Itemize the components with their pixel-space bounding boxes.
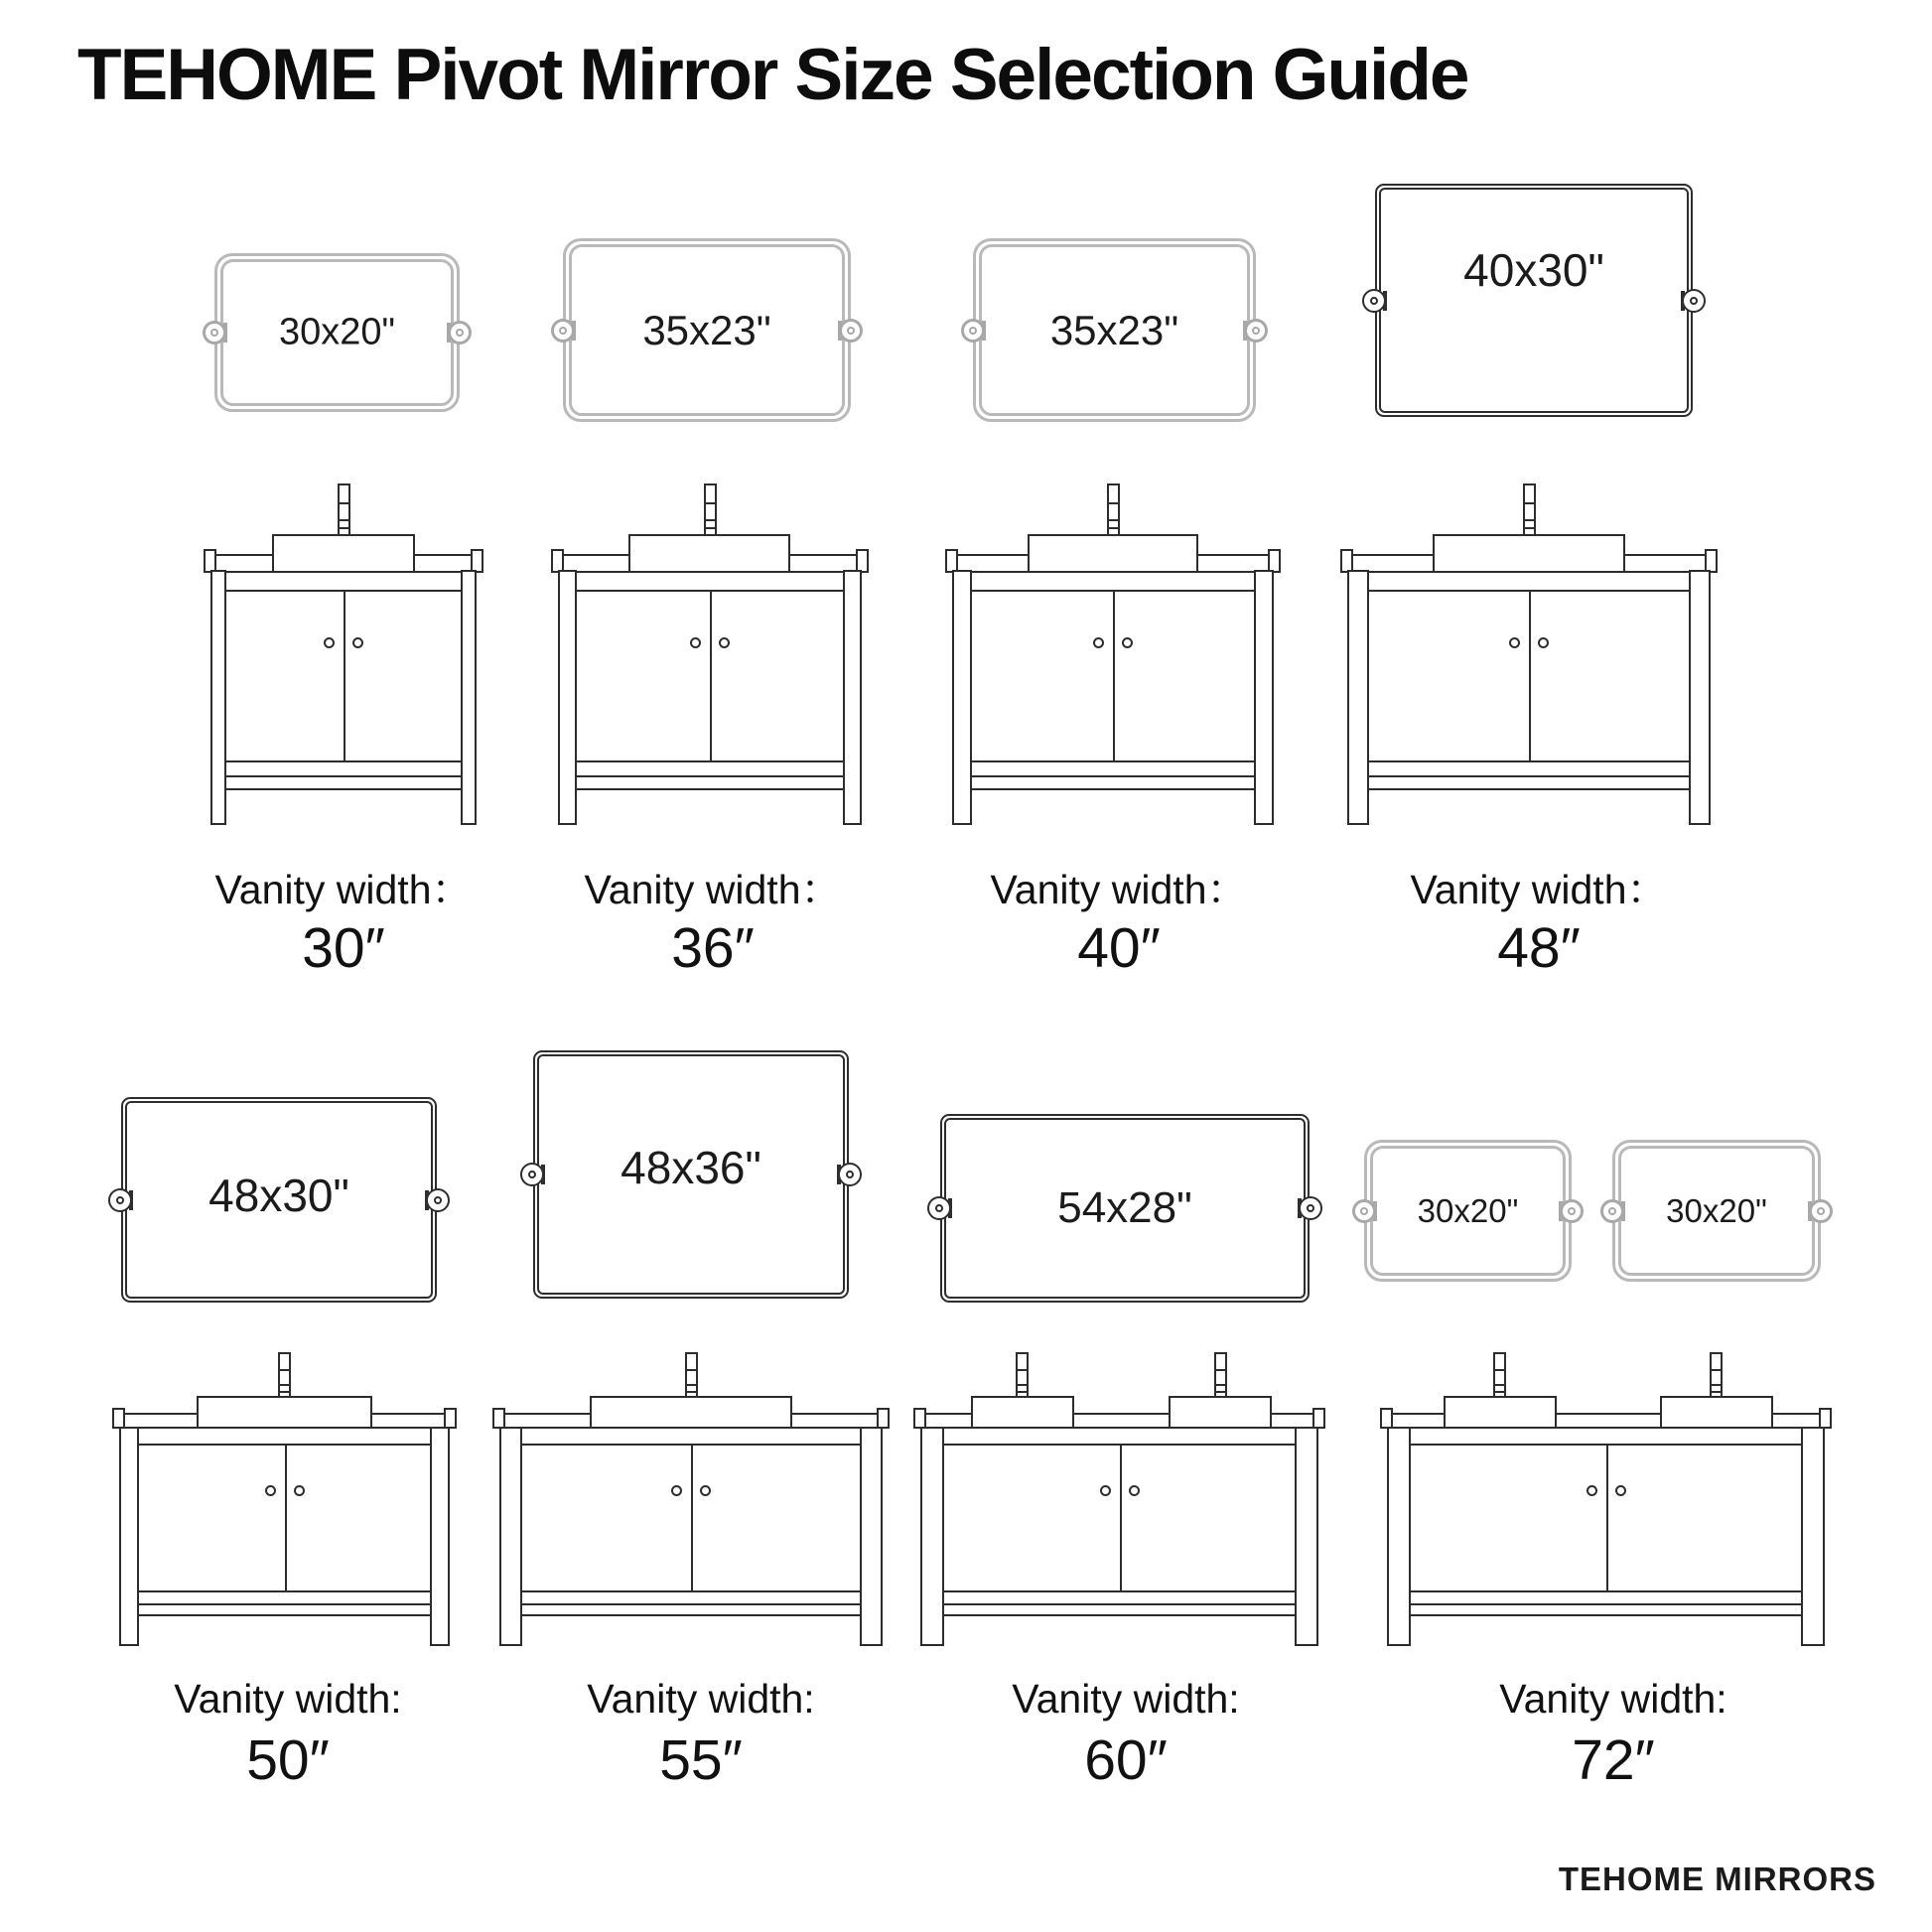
- vanity-40: [945, 483, 1281, 825]
- pivot-pin: [434, 1196, 442, 1204]
- caption-50-label: Vanity width:: [174, 1676, 402, 1722]
- stretcher-bar: [520, 1603, 862, 1616]
- door-knob-right: [294, 1485, 305, 1496]
- door-knob-right: [1615, 1485, 1626, 1496]
- mirror-size-label: 48x30": [208, 1170, 349, 1222]
- pivot-pin: [1817, 1207, 1825, 1215]
- pivot-pin: [1252, 327, 1260, 335]
- counter-lip-left: [913, 1408, 926, 1429]
- door-knob-right: [719, 637, 730, 648]
- vanity-48: [1340, 483, 1718, 825]
- vessel-sink: [197, 1396, 372, 1429]
- door-knob-right: [1122, 637, 1133, 648]
- door-knob-left: [1587, 1485, 1597, 1496]
- cabinet-leg-left: [1387, 1427, 1411, 1646]
- stretcher-bar: [942, 1603, 1297, 1616]
- faucet-stripe: [704, 519, 717, 521]
- caption-48-label: Vanity width：: [1410, 867, 1668, 912]
- door-knob-left: [690, 637, 701, 648]
- mirror-48x30: [121, 1097, 437, 1303]
- cabinet-leg-right: [430, 1427, 450, 1646]
- caption-48-value: 48″: [1497, 916, 1581, 980]
- cabinet-leg-left: [952, 570, 972, 825]
- mirror-48x36: [533, 1050, 849, 1299]
- faucet-stripe: [704, 527, 717, 529]
- faucet-stripe: [1493, 1384, 1506, 1386]
- mirror-frame-inner: [1379, 188, 1689, 413]
- page-title: TEHOME Pivot Mirror Size Selection Guide: [77, 35, 1468, 115]
- caption-40-label: Vanity width：: [990, 867, 1248, 912]
- door-knob-right: [352, 637, 363, 648]
- faucet-stripe: [1016, 1384, 1029, 1386]
- stretcher-bar: [970, 775, 1256, 790]
- door-knob-left: [1509, 637, 1520, 648]
- vessel-sink: [272, 534, 415, 573]
- faucet-stripe: [1214, 1391, 1227, 1393]
- faucet-stripe: [278, 1369, 291, 1371]
- counter-lip-right: [1819, 1408, 1832, 1429]
- counter-lip-left: [492, 1408, 505, 1429]
- mirror-30x20-b1: [1364, 1140, 1572, 1282]
- door-divider: [710, 590, 712, 762]
- faucet-stripe: [338, 502, 350, 504]
- door-divider: [1120, 1444, 1122, 1592]
- caption-30-value: 30″: [302, 916, 385, 980]
- caption-72-value: 72″: [1572, 1728, 1655, 1792]
- caption-60-label: Vanity width:: [1012, 1676, 1240, 1722]
- cabinet-leg-right: [860, 1427, 883, 1646]
- pivot-pin: [1690, 297, 1698, 305]
- vessel-sink: [1660, 1396, 1773, 1429]
- cabinet-leg-right: [1254, 570, 1274, 825]
- vanity-30: [204, 483, 483, 825]
- caption-50-value: 50″: [246, 1728, 330, 1792]
- counter-lip-left: [112, 1408, 125, 1429]
- pivot-pin: [1307, 1204, 1314, 1212]
- stretcher-bar: [1367, 775, 1691, 790]
- counter-lip-right: [444, 1408, 457, 1429]
- vessel-sink: [1028, 534, 1198, 573]
- cabinet-leg-left: [1347, 570, 1369, 825]
- door-divider: [285, 1444, 287, 1592]
- vanity-60: [913, 1352, 1325, 1646]
- stretcher-bar: [224, 775, 463, 790]
- door-knob-left: [1093, 637, 1104, 648]
- door-knob-right: [1129, 1485, 1140, 1496]
- mirror-size-label: 30x20": [1666, 1191, 1767, 1229]
- counter-lip-right: [877, 1408, 890, 1429]
- faucet-stripe: [1016, 1369, 1029, 1371]
- door-knob-left: [671, 1485, 682, 1496]
- caption-60-value: 60″: [1084, 1728, 1168, 1792]
- door-divider: [1529, 590, 1531, 762]
- faucet-stripe: [338, 519, 350, 521]
- door-divider: [344, 590, 345, 762]
- caption-72-label: Vanity width:: [1499, 1676, 1727, 1722]
- faucet-stripe: [1107, 502, 1120, 504]
- stretcher-bar: [1409, 1603, 1803, 1616]
- stretcher-bar: [575, 775, 845, 790]
- faucet-stripe: [1523, 519, 1536, 521]
- mirror-size-label: 48x36": [621, 1141, 761, 1193]
- cabinet-leg-right: [1801, 1427, 1825, 1646]
- caption-40-value: 40″: [1077, 916, 1161, 980]
- faucet-stripe: [278, 1391, 291, 1393]
- pivot-pin: [847, 327, 855, 335]
- cabinet-leg-right: [1689, 570, 1711, 825]
- pivot-pin: [1568, 1207, 1576, 1215]
- door-knob-right: [700, 1485, 711, 1496]
- pivot-pin: [456, 329, 464, 337]
- mirror-size-label: 54x28": [1057, 1183, 1192, 1232]
- caption-36-label: Vanity width：: [584, 867, 842, 912]
- cabinet-leg-left: [119, 1427, 139, 1646]
- vanity-50: [112, 1352, 457, 1646]
- mirror-35x23-b: [973, 238, 1256, 422]
- faucet-stripe: [1107, 519, 1120, 521]
- faucet-stripe: [704, 502, 717, 504]
- faucet-stripe: [685, 1391, 698, 1393]
- faucet-stripe: [1016, 1391, 1029, 1393]
- caption-55-label: Vanity width:: [587, 1676, 815, 1722]
- door-divider: [691, 1444, 693, 1592]
- faucet-stripe: [685, 1384, 698, 1386]
- faucet-stripe: [1214, 1369, 1227, 1371]
- door-knob-left: [265, 1485, 276, 1496]
- cabinet-leg-right: [843, 570, 862, 825]
- brand-footer: TEHOME MIRRORS: [1558, 1861, 1876, 1897]
- faucet-stripe: [1214, 1384, 1227, 1386]
- mirror-size-label: 40x30": [1463, 244, 1604, 297]
- vessel-sink: [590, 1396, 792, 1429]
- door-knob-left: [1100, 1485, 1111, 1496]
- counter-lip-left: [1380, 1408, 1393, 1429]
- faucet-stripe: [1710, 1369, 1723, 1371]
- faucet-stripe: [1523, 527, 1536, 529]
- vessel-sink: [1169, 1396, 1272, 1429]
- vessel-sink: [1444, 1396, 1557, 1429]
- stretcher-bar: [137, 1603, 432, 1616]
- door-knob-left: [324, 637, 335, 648]
- faucet-stripe: [1493, 1369, 1506, 1371]
- vessel-sink: [628, 534, 790, 573]
- mirror-35x23-a: [563, 238, 851, 422]
- vanity-55: [492, 1352, 890, 1646]
- faucet-stripe: [1107, 527, 1120, 529]
- caption-55-value: 55″: [659, 1728, 743, 1792]
- mirror-30x20-b2: [1612, 1140, 1821, 1282]
- faucet-stripe: [1523, 502, 1536, 504]
- vessel-sink: [1433, 534, 1625, 573]
- mirror-size-label: 30x20": [1417, 1191, 1519, 1229]
- mirror-40x30: [1375, 184, 1693, 417]
- faucet-stripe: [278, 1384, 291, 1386]
- mirror-54x28: [940, 1114, 1310, 1303]
- pivot-pin: [1370, 297, 1378, 305]
- vessel-sink: [971, 1396, 1074, 1429]
- faucet-stripe: [1710, 1384, 1723, 1386]
- door-knob-right: [1538, 637, 1549, 648]
- cabinet-leg-right: [1295, 1427, 1318, 1646]
- cabinet-leg-left: [499, 1427, 522, 1646]
- counter-lip-right: [1312, 1408, 1325, 1429]
- cabinet-leg-right: [461, 570, 477, 825]
- mirror-size-label: 35x23": [642, 306, 771, 353]
- faucet-stripe: [1710, 1391, 1723, 1393]
- caption-30-label: Vanity width：: [214, 867, 473, 912]
- faucet-stripe: [1493, 1391, 1506, 1393]
- vanity-72: [1380, 1352, 1832, 1646]
- door-divider: [1113, 590, 1115, 762]
- door-divider: [1606, 1444, 1608, 1592]
- pivot-pin: [846, 1171, 854, 1178]
- mirror-size-label: 35x23": [1049, 306, 1179, 353]
- cabinet-leg-left: [920, 1427, 944, 1646]
- faucet-stripe: [338, 527, 350, 529]
- faucet-stripe: [685, 1369, 698, 1371]
- vanity-36: [551, 483, 869, 825]
- caption-36-value: 36″: [671, 916, 755, 980]
- mirror-30x20-r1: [214, 253, 460, 412]
- mirror-size-label: 30x20": [278, 311, 396, 353]
